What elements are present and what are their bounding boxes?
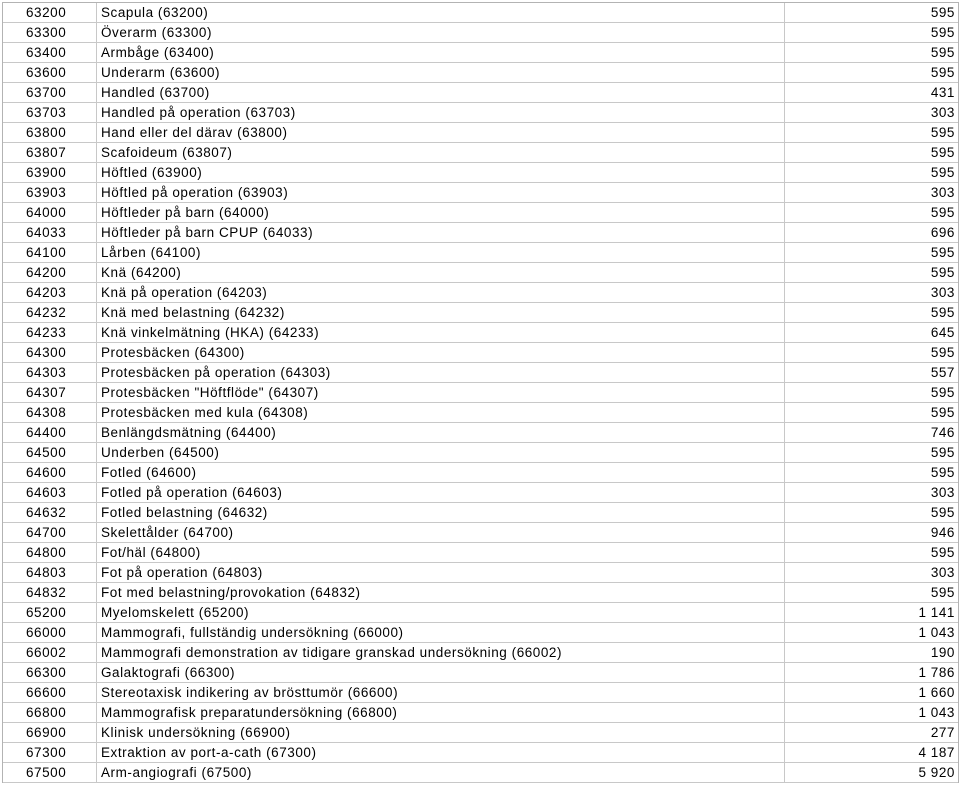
procedure-description-cell: Knä vinkelmätning (HKA) (64233) (97, 323, 785, 342)
procedure-code-cell: 64832 (3, 583, 97, 602)
table-row (3, 363, 958, 383)
price-cell: 595 (930, 585, 955, 600)
price-cell: 645 (930, 325, 955, 340)
price-cell: 595 (930, 5, 955, 20)
procedure-description-cell: Galaktografi (66300) (97, 663, 785, 682)
table-row (3, 643, 958, 663)
procedure-description-cell: Scapula (63200) (97, 3, 785, 22)
procedure-description-cell: Scafoideum (63807) (97, 143, 785, 162)
table-row (3, 103, 958, 123)
procedure-description-cell: Knä (64200) (97, 263, 785, 282)
price-cell: 595 (930, 205, 955, 220)
table-row (3, 23, 958, 43)
procedure-code-cell: 66800 (3, 703, 97, 722)
table-row (3, 623, 958, 643)
table-row (3, 223, 958, 243)
table-row (3, 183, 958, 203)
procedure-code-cell: 64500 (3, 443, 97, 462)
price-cell: 595 (930, 405, 955, 420)
procedure-code-cell: 63800 (3, 123, 97, 142)
procedure-code-cell: 63600 (3, 63, 97, 82)
procedure-code-cell: 63700 (3, 83, 97, 102)
procedure-description-cell: Fot på operation (64803) (97, 563, 785, 582)
procedure-code-cell: 64232 (3, 303, 97, 322)
procedure-description-cell: Fotled belastning (64632) (97, 503, 785, 522)
table-row (3, 743, 958, 763)
table-row (3, 123, 958, 143)
price-cell: 595 (930, 45, 955, 60)
procedure-description-cell: Armbåge (63400) (97, 43, 785, 62)
procedure-description-cell: Handled (63700) (97, 83, 785, 102)
price-cell: 1 786 (918, 665, 955, 680)
procedure-code-cell: 63300 (3, 23, 97, 42)
table-row (3, 443, 958, 463)
procedure-code-cell: 64800 (3, 543, 97, 562)
table-row (3, 263, 958, 283)
table-row (3, 323, 958, 343)
table-row (3, 723, 958, 743)
price-cell: 190 (930, 645, 955, 660)
procedure-code-cell: 63703 (3, 103, 97, 122)
price-cell: 1 043 (918, 705, 955, 720)
procedure-code-cell: 64100 (3, 243, 97, 262)
procedure-description-cell: Klinisk undersökning (66900) (97, 723, 785, 742)
price-cell: 696 (930, 225, 955, 240)
procedure-description-cell: Mammografi demonstration av tidigare granskad undersökning (66002) (97, 643, 785, 662)
table-row (3, 243, 958, 263)
procedure-description-cell: Myelomskelett (65200) (97, 603, 785, 622)
procedure-description-cell: Extraktion av port-a-cath (67300) (97, 743, 785, 762)
table-row (3, 143, 958, 163)
table-row (3, 663, 958, 683)
table-row (3, 63, 958, 83)
procedure-code-cell: 64200 (3, 263, 97, 282)
procedure-description-cell: Handled på operation (63703) (97, 103, 785, 122)
price-cell: 946 (930, 525, 955, 540)
table-row (3, 343, 958, 363)
procedure-description-cell: Fotled på operation (64603) (97, 483, 785, 502)
procedure-code-cell: 66300 (3, 663, 97, 682)
table-row (3, 563, 958, 583)
procedure-code-cell: 67500 (3, 763, 97, 782)
price-cell: 595 (930, 445, 955, 460)
procedure-code-cell: 64300 (3, 343, 97, 362)
procedure-description-cell: Protesbäcken (64300) (97, 343, 785, 362)
procedure-description-cell: Knä på operation (64203) (97, 283, 785, 302)
procedure-description-cell: Benlängdsmätning (64400) (97, 423, 785, 442)
table-row (3, 83, 958, 103)
procedure-description-cell: Mammografisk preparatundersökning (66800) (97, 703, 785, 722)
procedure-description-cell: Underarm (63600) (97, 63, 785, 82)
table-row (3, 523, 958, 543)
table-row (3, 403, 958, 423)
table-row (3, 463, 958, 483)
table-row (3, 383, 958, 403)
price-cell: 303 (930, 285, 955, 300)
procedure-code-cell: 64303 (3, 363, 97, 382)
price-cell: 595 (930, 545, 955, 560)
procedure-code-cell: 64632 (3, 503, 97, 522)
price-cell: 4 187 (918, 745, 955, 760)
procedure-description-cell: Stereotaxisk indikering av brösttumör (66600) (97, 683, 785, 702)
procedure-code-cell: 64203 (3, 283, 97, 302)
table-row (3, 423, 958, 443)
procedure-description-cell: Fot/häl (64800) (97, 543, 785, 562)
procedure-description-cell: Fot med belastning/provokation (64832) (97, 583, 785, 602)
procedure-description-cell: Lårben (64100) (97, 243, 785, 262)
table-row (3, 303, 958, 323)
procedure-code-cell: 64603 (3, 483, 97, 502)
procedure-description-cell: Överarm (63300) (97, 23, 785, 42)
procedure-description-cell: Höftled på operation (63903) (97, 183, 785, 202)
table-row (3, 683, 958, 703)
table-row (3, 763, 958, 783)
procedure-description-cell: Protesbäcken på operation (64303) (97, 363, 785, 382)
procedure-code-cell: 66900 (3, 723, 97, 742)
procedure-code-cell: 63807 (3, 143, 97, 162)
procedure-description-cell: Knä med belastning (64232) (97, 303, 785, 322)
price-cell: 595 (930, 345, 955, 360)
price-cell: 303 (930, 485, 955, 500)
procedure-description-cell: Höftleder på barn (64000) (97, 203, 785, 222)
price-cell: 595 (930, 465, 955, 480)
procedure-code-cell: 64700 (3, 523, 97, 542)
table-row (3, 483, 958, 503)
table-row (3, 503, 958, 523)
price-cell: 1 141 (918, 605, 955, 620)
procedure-code-cell: 67300 (3, 743, 97, 762)
price-cell: 303 (930, 565, 955, 580)
price-cell: 595 (930, 125, 955, 140)
price-cell: 557 (930, 365, 955, 380)
table-row (3, 543, 958, 563)
price-cell: 595 (930, 65, 955, 80)
table-row (3, 203, 958, 223)
price-cell: 746 (930, 425, 955, 440)
procedure-description-cell: Arm-angiografi (67500) (97, 763, 785, 782)
procedure-code-cell: 64233 (3, 323, 97, 342)
price-cell: 431 (930, 85, 955, 100)
price-cell: 595 (930, 165, 955, 180)
procedure-description-cell: Hand eller del därav (63800) (97, 123, 785, 142)
table-row (3, 603, 958, 623)
price-cell: 303 (930, 105, 955, 120)
procedure-code-cell: 63400 (3, 43, 97, 62)
procedure-code-cell: 66002 (3, 643, 97, 662)
table-row (3, 703, 958, 723)
table-row (3, 3, 958, 23)
table-row (3, 43, 958, 63)
procedure-code-cell: 64308 (3, 403, 97, 422)
procedure-code-cell: 63200 (3, 3, 97, 22)
procedure-description-cell: Höftleder på barn CPUP (64033) (97, 223, 785, 242)
table-row (3, 583, 958, 603)
price-cell: 5 920 (918, 765, 955, 780)
procedure-description-cell: Protesbäcken med kula (64308) (97, 403, 785, 422)
procedure-description-cell: Underben (64500) (97, 443, 785, 462)
table-row (3, 283, 958, 303)
price-cell: 595 (930, 265, 955, 280)
procedure-description-cell: Skelettålder (64700) (97, 523, 785, 542)
price-cell: 595 (930, 505, 955, 520)
procedure-code-cell: 64400 (3, 423, 97, 442)
price-cell: 595 (930, 145, 955, 160)
procedure-code-cell: 66000 (3, 623, 97, 642)
price-cell: 1 660 (918, 685, 955, 700)
procedure-code-cell: 64000 (3, 203, 97, 222)
price-cell: 1 043 (918, 625, 955, 640)
procedure-code-cell: 63903 (3, 183, 97, 202)
procedure-description-cell: Fotled (64600) (97, 463, 785, 482)
price-cell: 595 (930, 245, 955, 260)
procedure-description-cell: Höftled (63900) (97, 163, 785, 182)
procedure-code-cell: 64307 (3, 383, 97, 402)
price-cell: 595 (930, 25, 955, 40)
price-cell: 595 (930, 305, 955, 320)
procedure-code-cell: 64600 (3, 463, 97, 482)
procedure-code-cell: 64803 (3, 563, 97, 582)
procedure-code-cell: 63900 (3, 163, 97, 182)
procedure-code-cell: 64033 (3, 223, 97, 242)
price-cell: 277 (930, 725, 955, 740)
price-cell: 595 (930, 385, 955, 400)
procedure-description-cell: Protesbäcken "Höftflöde" (64307) (97, 383, 785, 402)
procedure-code-cell: 66600 (3, 683, 97, 702)
procedure-code-cell: 65200 (3, 603, 97, 622)
procedure-description-cell: Mammografi, fullständig undersökning (66000) (97, 623, 785, 642)
price-cell: 303 (930, 185, 955, 200)
price-table (2, 2, 959, 783)
table-row (3, 163, 958, 183)
